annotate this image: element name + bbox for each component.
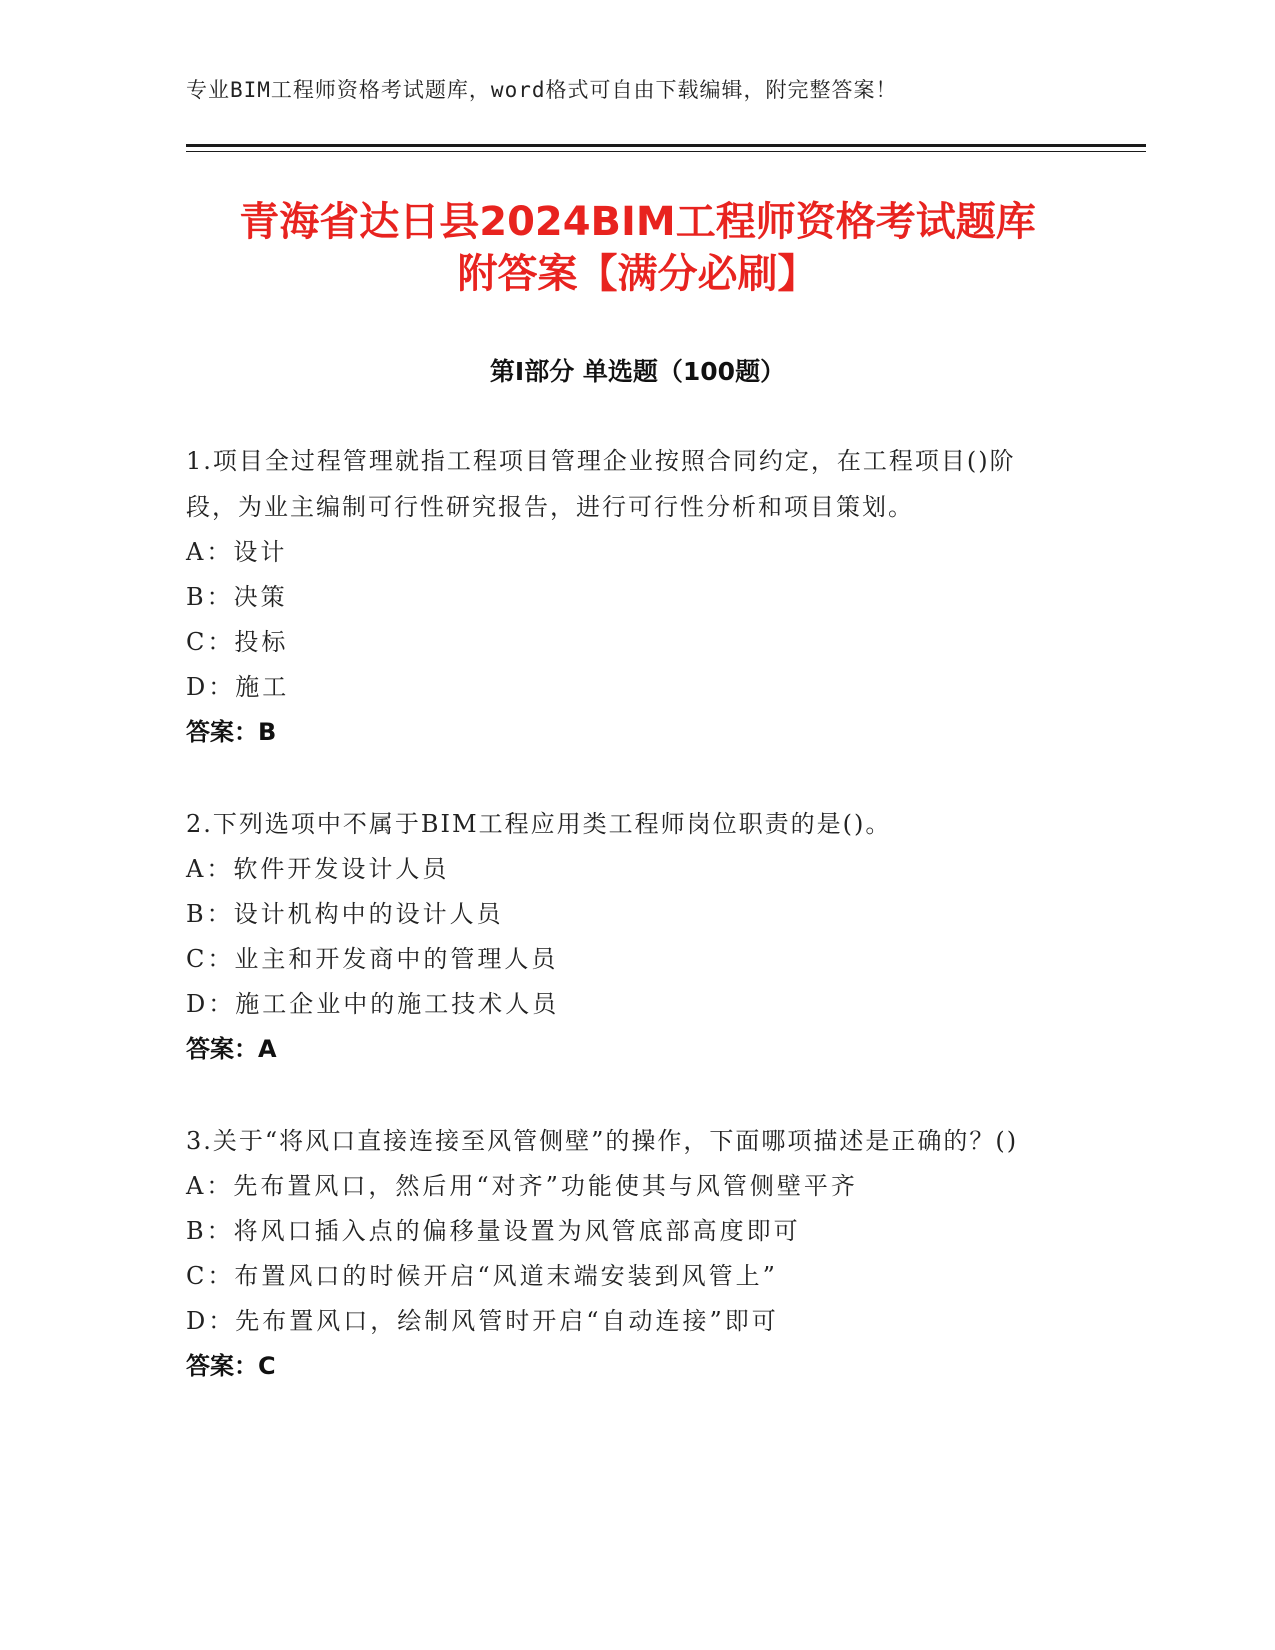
option-b: B：设计机构中的设计人员 <box>186 900 504 928</box>
option-a: A：设计 <box>186 538 288 566</box>
option-d: D：施工企业中的施工技术人员 <box>186 990 560 1018</box>
document-title-line-2: 附答案【满分必刷】 <box>457 251 818 297</box>
answer: 答案：B <box>186 718 277 746</box>
option-d: D：先布置风口，绘制风管时开启“自动连接”即可 <box>186 1307 779 1335</box>
answer: 答案：A <box>186 1035 277 1063</box>
section-title: 第I部分 单选题（100题） <box>489 357 786 386</box>
question-2 <box>186 801 1066 1072</box>
option-c: C：投标 <box>186 628 289 656</box>
option-b: B：决策 <box>186 583 288 611</box>
document-title <box>0 196 1275 300</box>
answer: 答案：C <box>186 1352 276 1380</box>
question-3 <box>186 1118 1066 1389</box>
question-stem: 3.关于“将风口直接连接至风管侧壁”的操作，下面哪项描述是正确的？() <box>186 1127 1019 1155</box>
option-a: A：先布置风口，然后用“对齐”功能使其与风管侧壁平齐 <box>186 1172 858 1200</box>
question-stem: 2.下列选项中不属于BIM工程应用类工程师岗位职责的是()。 <box>186 810 892 838</box>
document-title-line-1: 青海省达日县2024BIM工程师资格考试题库 <box>239 199 1036 245</box>
question-1 <box>186 438 1066 755</box>
header-note: 专业BIM工程师资格考试题库，word格式可自由下载编辑，附完整答案！ <box>186 78 898 102</box>
header-divider-thick <box>186 144 1146 147</box>
question-stem: 1.项目全过程管理就指工程项目管理企业按照合同约定，在工程项目()阶段，为业主编制可行性研究报告，进行可行性分析和项目策划。 <box>186 447 1016 521</box>
option-a: A：软件开发设计人员 <box>186 855 450 883</box>
option-d: D：施工 <box>186 673 290 701</box>
option-b: B：将风口插入点的偏移量设置为风管底部高度即可 <box>186 1217 801 1245</box>
option-c: C：布置风口的时候开启“风道末端安装到风管上” <box>186 1262 778 1290</box>
header-divider-thin <box>186 151 1146 152</box>
option-c: C：业主和开发商中的管理人员 <box>186 945 559 973</box>
